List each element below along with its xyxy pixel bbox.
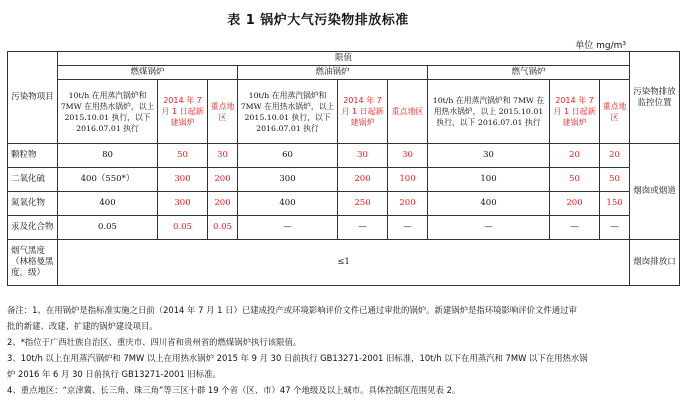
- coal-existing-header: 10t/h 在用蒸汽锅炉和 7MW 在用热水锅炉，以上 2015.10.01 执行，以下 2016.07.01 执行: [58, 80, 158, 144]
- table-cell: —: [388, 216, 428, 240]
- table-cell: 80: [58, 144, 158, 168]
- monitor-header: 污染物排放监控位置: [630, 52, 680, 144]
- table-cell: 400（550*）: [58, 168, 158, 192]
- table-cell: 60: [238, 144, 338, 168]
- table-cell: 0.05: [58, 216, 158, 240]
- table-cell: 200: [208, 192, 238, 216]
- group-gas: 燃气锅炉: [428, 66, 630, 80]
- pollutant-header: 污染物项目: [8, 52, 58, 144]
- emission-standards-table: [7, 51, 680, 286]
- table-cell: 20: [550, 144, 600, 168]
- table-title: 表 1 锅炉大气污染物排放标准: [227, 13, 409, 28]
- table-row: [8, 168, 680, 192]
- pollutant-name: 颗粒物: [8, 144, 58, 168]
- smoke-blackness-value: ≤1: [58, 240, 630, 286]
- monitor-outlet: 烟囱排放口: [630, 240, 680, 286]
- gas-new-header: 2014 年 7 月 1 日起新建锅炉: [550, 80, 600, 144]
- table-cell: 30: [208, 144, 238, 168]
- table-cell: 200: [208, 168, 238, 192]
- table-cell: 400: [238, 192, 338, 216]
- table-cell: 400: [58, 192, 158, 216]
- smoke-blackness-label: 烟气黑度（林格曼黑度，级）: [8, 240, 58, 286]
- table-cell: —: [600, 216, 630, 240]
- table-cell: —: [338, 216, 388, 240]
- gas-key-header: 重点地区: [600, 80, 630, 144]
- unit-label: 单位 mg/m³: [575, 41, 626, 51]
- table-cell: 150: [600, 192, 630, 216]
- monitor-chimney: 烟囱或烟道: [630, 144, 680, 240]
- table-cell: —: [238, 216, 338, 240]
- note-line: 2、*指位于广西壮族自治区、重庆市、四川省和贵州省的燃煤锅炉执行该限值。: [7, 337, 302, 347]
- table-row: [8, 216, 680, 240]
- oil-existing-header: 10t/h 在用蒸汽锅炉和 7MW 在用热水锅炉，以上 2015.10.01 执行，以下 2016.07.01 执行: [238, 80, 338, 144]
- table-cell: 400: [428, 192, 550, 216]
- coal-new-header: 2014 年 7 月 1 日起新建锅炉: [158, 80, 208, 144]
- pollutant-name: 氮氧化物: [8, 192, 58, 216]
- note-line: 4、重点地区：“京津冀、长三角、珠三角”等三区十群 19 个省（区、市）47 个地级及以上城市。具体控制区范围见表 2。: [7, 385, 461, 395]
- gas-existing-header: 10t/h 在用蒸汽锅炉和 7MW 在用热水锅炉，以上 2015.10.01 执行，以下 2016.07.01 执行: [428, 80, 550, 144]
- table-cell: 300: [238, 168, 338, 192]
- table-cell: 200: [338, 168, 388, 192]
- notes: [7, 302, 632, 398]
- table-cell: —: [428, 216, 550, 240]
- note-line: 备注：1、在用锅炉是指标准实施之日前（2014 年 7 月 1 日）已建成投产或环境影响评价文件已通过审批的锅炉。新建锅炉是指环境影响评价文件通过审: [7, 305, 577, 315]
- table-cell: 0.05: [158, 216, 208, 240]
- group-oil: 燃油锅炉: [238, 66, 428, 80]
- note-line: 3、10t/h 以上在用蒸汽锅炉和 7MW 以上在用热水锅炉 2015 年 9 月 30 日前执行 GB13271-2001 旧标准，10t/h 以下在用蒸汽和 7MW 以下在用热水锅: [7, 353, 588, 363]
- table-cell: 300: [158, 168, 208, 192]
- group-coal: 燃煤锅炉: [58, 66, 238, 80]
- table-cell: 20: [600, 144, 630, 168]
- oil-key-header: 重点地区: [388, 80, 428, 144]
- note-line: 炉 2016 年 6 月 30 日前执行 GB13271-2001 旧标准。: [7, 369, 221, 379]
- table-cell: 30: [428, 144, 550, 168]
- table-cell: 200: [550, 192, 600, 216]
- table-cell: 50: [600, 168, 630, 192]
- table-cell: 100: [428, 168, 550, 192]
- table-cell: 300: [158, 192, 208, 216]
- limit-header: 限值: [58, 52, 630, 66]
- table-cell: 200: [388, 192, 428, 216]
- table-cell: 30: [338, 144, 388, 168]
- table-row: [8, 240, 680, 286]
- table-cell: 100: [388, 168, 428, 192]
- table-cell: 250: [338, 192, 388, 216]
- pollutant-name: 汞及化合物: [8, 216, 58, 240]
- table-cell: —: [550, 216, 600, 240]
- table-row: [8, 144, 680, 168]
- table-cell: 30: [388, 144, 428, 168]
- note-line: 批的新建、改建、扩建的锅炉建设项目。: [7, 321, 158, 331]
- pollutant-name: 二氧化硫: [8, 168, 58, 192]
- table-cell: 50: [550, 168, 600, 192]
- table-row: [8, 192, 680, 216]
- table-cell: 50: [158, 144, 208, 168]
- table-cell: 0.05: [208, 216, 238, 240]
- oil-new-header: 2014 年 7 月 1 日起新建锅炉: [338, 80, 388, 144]
- coal-key-header: 重点地区: [208, 80, 238, 144]
